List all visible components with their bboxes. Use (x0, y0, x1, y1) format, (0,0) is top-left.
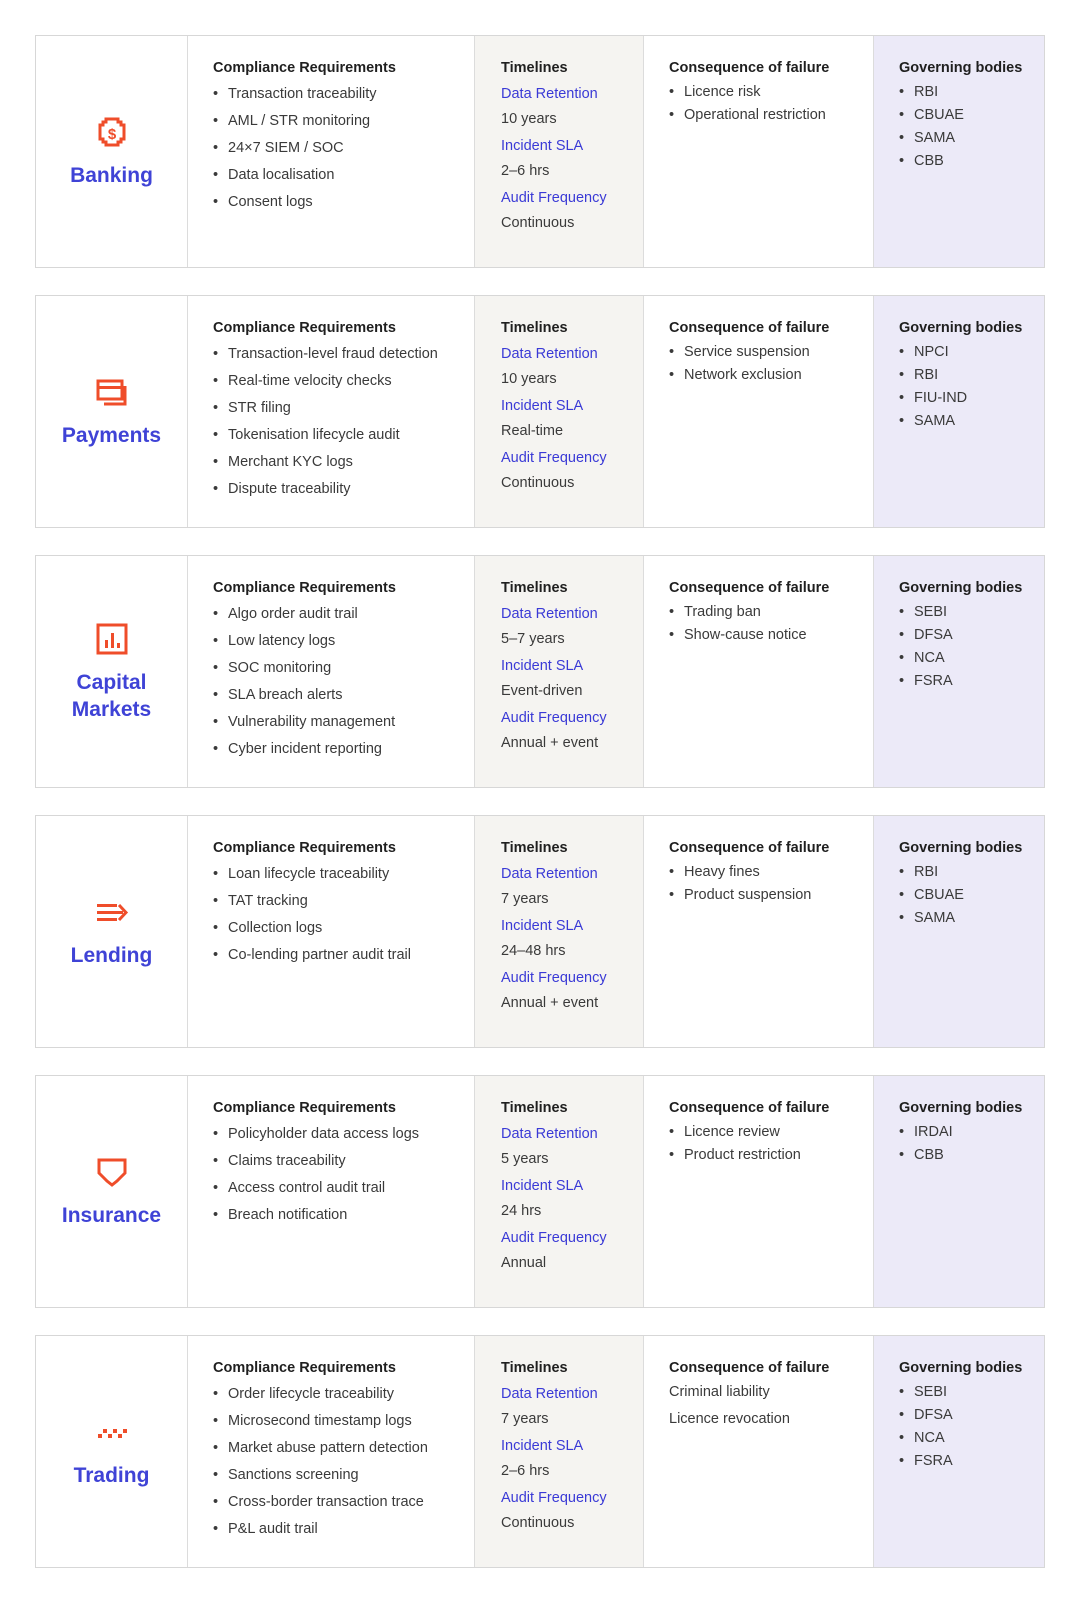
timelines-cell (475, 556, 644, 787)
requirements-list (213, 1385, 474, 1538)
sector-name: Capital Markets (71, 670, 152, 721)
incident-sla-value: 2–6 hrs (501, 163, 550, 179)
data-retention-value: 7 years (501, 1411, 549, 1427)
data-retention-label: Data Retention (501, 606, 598, 622)
governing-body-item: • DFSA (899, 626, 1044, 644)
timelines-heading: Timelines (501, 580, 568, 596)
governing-bodies-list (899, 863, 1044, 927)
requirement-item: • Dispute traceability (213, 480, 474, 498)
governing-body-item: • CBUAE (899, 886, 1044, 904)
requirements-heading: Compliance Requirements (213, 1100, 396, 1116)
requirement-item: • Loan lifecycle traceability (213, 865, 474, 883)
requirements-cell (188, 816, 475, 1047)
requirements-heading: Compliance Requirements (213, 60, 396, 76)
sector-cell (36, 36, 188, 267)
governing-bodies-cell (874, 1336, 1044, 1567)
requirement-item: • Claims traceability (213, 1152, 474, 1170)
timelines-cell (475, 1336, 644, 1567)
requirement-item: • Cyber incident reporting (213, 740, 474, 758)
sector-card-trading (35, 1335, 1045, 1568)
sector-name: Insurance (61, 1204, 162, 1227)
governing-bodies-heading: Governing bodies (899, 1360, 1023, 1376)
incident-sla-label: Incident SLA (501, 918, 584, 934)
timelines-heading: Timelines (501, 840, 568, 856)
governing-body-item: • RBI (899, 83, 1044, 101)
requirement-item: • Breach notification (213, 1206, 474, 1224)
requirement-item: • Data localisation (213, 166, 474, 184)
data-retention-value: 7 years (501, 891, 549, 907)
audit-frequency-label: Audit Frequency (501, 1490, 607, 1506)
requirement-item: • AML / STR monitoring (213, 112, 474, 130)
governing-body-item: • SAMA (899, 129, 1044, 147)
requirements-list (213, 1125, 474, 1224)
governing-body-item: • SEBI (899, 1383, 1044, 1401)
consequence-list (669, 863, 873, 904)
requirement-item: • Microsecond timestamp logs (213, 1412, 474, 1430)
requirement-item: • P&L audit trail (213, 1520, 474, 1538)
incident-sla-value: 24 hrs (501, 1203, 542, 1219)
governing-body-item: • CBB (899, 1146, 1044, 1164)
requirement-item: • Policyholder data access logs (213, 1125, 474, 1143)
requirement-item: • Sanctions screening (213, 1466, 474, 1484)
consequence-item: • Show-cause notice (669, 626, 873, 644)
sector-name: Banking (70, 164, 153, 187)
consequence-heading: Consequence of failure (669, 580, 830, 596)
requirement-item: • Order lifecycle traceability (213, 1385, 474, 1403)
governing-bodies-cell (874, 1076, 1044, 1307)
governing-body-item: • IRDAI (899, 1123, 1044, 1141)
consequence-cell (644, 556, 874, 787)
sector-card-banking (35, 35, 1045, 268)
timelines-cell (475, 36, 644, 267)
requirements-cell (188, 36, 475, 267)
requirement-item: • Consent logs (213, 193, 474, 211)
requirement-item: • Co-lending partner audit trail (213, 946, 474, 964)
svg-text:$: $ (107, 126, 116, 143)
requirement-item: • Market abuse pattern detection (213, 1439, 474, 1457)
sector-name: Lending (70, 944, 153, 967)
data-retention-label: Data Retention (501, 346, 598, 362)
requirement-item: • 24×7 SIEM / SOC (213, 139, 474, 157)
governing-bodies-list (899, 343, 1044, 430)
consequence-cell (644, 1076, 874, 1307)
requirements-list (213, 605, 474, 758)
governing-body-item: • RBI (899, 366, 1044, 384)
consequence-heading: Consequence of failure (669, 320, 830, 336)
consequence-cell (644, 1336, 874, 1567)
data-retention-label: Data Retention (501, 866, 598, 882)
sector-name: Trading (73, 1464, 150, 1487)
requirements-list (213, 865, 474, 964)
consequence-item: • Product restriction (669, 1146, 873, 1164)
incident-sla-label: Incident SLA (501, 1178, 584, 1194)
governing-body-item: • NCA (899, 1429, 1044, 1447)
incident-sla-value: 24–48 hrs (501, 943, 566, 959)
governing-bodies-heading: Governing bodies (899, 60, 1023, 76)
data-retention-value: 10 years (501, 371, 557, 387)
governing-bodies-list (899, 1123, 1044, 1164)
consequence-item: • Licence risk (669, 83, 873, 101)
sector-card-insurance (35, 1075, 1045, 1308)
consequence-item: Criminal liability (669, 1384, 770, 1400)
governing-body-item: • NPCI (899, 343, 1044, 361)
sector-cell (36, 1336, 188, 1567)
data-retention-value: 5 years (501, 1151, 549, 1167)
audit-frequency-value: Annual + event (501, 995, 599, 1011)
governing-body-item: • CBB (899, 152, 1044, 170)
audit-frequency-value: Continuous (501, 475, 575, 491)
incident-sla-label: Incident SLA (501, 138, 584, 154)
requirements-list (213, 345, 474, 498)
requirement-item: • Vulnerability management (213, 713, 474, 731)
consequence-item: • Network exclusion (669, 366, 873, 384)
requirements-heading: Compliance Requirements (213, 320, 396, 336)
incident-sla-value: 2–6 hrs (501, 1463, 550, 1479)
incident-sla-value: Event-driven (501, 683, 583, 699)
incident-sla-label: Incident SLA (501, 1438, 584, 1454)
timelines-heading: Timelines (501, 1100, 568, 1116)
requirement-item: • STR filing (213, 399, 474, 417)
zigzag-line-icon (94, 1414, 130, 1450)
requirements-heading: Compliance Requirements (213, 580, 396, 596)
timelines-heading: Timelines (501, 1360, 568, 1376)
requirement-item: • Algo order audit trail (213, 605, 474, 623)
consequence-heading: Consequence of failure (669, 1360, 830, 1376)
governing-bodies-cell (874, 816, 1044, 1047)
audit-frequency-label: Audit Frequency (501, 1230, 607, 1246)
sector-cell (36, 816, 188, 1047)
requirements-cell (188, 1076, 475, 1307)
governing-bodies-list (899, 83, 1044, 170)
consequence-item: • Service suspension (669, 343, 873, 361)
requirement-item: • Collection logs (213, 919, 474, 937)
timelines-cell (475, 1076, 644, 1307)
audit-frequency-label: Audit Frequency (501, 970, 607, 986)
dollar-coin-icon (94, 114, 130, 150)
consequence-list (669, 603, 873, 644)
requirements-cell (188, 1336, 475, 1567)
sector-card-capital-markets (35, 555, 1045, 788)
consequence-list (669, 343, 873, 384)
audit-frequency-value: Continuous (501, 215, 575, 231)
bar-chart-icon (94, 621, 130, 657)
requirements-heading: Compliance Requirements (213, 1360, 396, 1376)
audit-frequency-label: Audit Frequency (501, 450, 607, 466)
governing-body-item: • DFSA (899, 1406, 1044, 1424)
consequence-list (669, 1123, 873, 1164)
sector-card-lending (35, 815, 1045, 1048)
audit-frequency-value: Continuous (501, 1515, 575, 1531)
governing-body-item: • NCA (899, 649, 1044, 667)
data-retention-value: 10 years (501, 111, 557, 127)
requirements-cell (188, 296, 475, 527)
consequence-heading: Consequence of failure (669, 840, 830, 856)
consequence-item: • Licence review (669, 1123, 873, 1141)
consequence-item: • Operational restriction (669, 106, 873, 124)
consequence-cell (644, 296, 874, 527)
consequence-cell (644, 36, 874, 267)
sector-cell (36, 296, 188, 527)
requirement-item: • Cross-border transaction trace (213, 1493, 474, 1511)
data-retention-label: Data Retention (501, 1386, 598, 1402)
timelines-cell (475, 816, 644, 1047)
governing-body-item: • SAMA (899, 909, 1044, 927)
consequence-heading: Consequence of failure (669, 60, 830, 76)
sector-cell (36, 1076, 188, 1307)
governing-body-item: • CBUAE (899, 106, 1044, 124)
requirement-item: • SOC monitoring (213, 659, 474, 677)
audit-frequency-value: Annual + event (501, 735, 599, 751)
governing-bodies-cell (874, 556, 1044, 787)
governing-bodies-list (899, 1383, 1044, 1470)
consequence-cell (644, 816, 874, 1047)
incident-sla-value: Real-time (501, 423, 564, 439)
consequence-item: • Heavy fines (669, 863, 873, 881)
requirement-item: • Low latency logs (213, 632, 474, 650)
requirements-list (213, 85, 474, 211)
requirements-heading: Compliance Requirements (213, 840, 396, 856)
arrow-lines-icon (94, 894, 130, 930)
timelines-cell (475, 296, 644, 527)
requirement-item: • Tokenisation lifecycle audit (213, 426, 474, 444)
governing-body-item: • SAMA (899, 412, 1044, 430)
consequence-list (669, 1383, 873, 1428)
sector-card-payments (35, 295, 1045, 528)
consequence-item: Licence revocation (669, 1411, 790, 1427)
audit-frequency-value: Annual (501, 1255, 547, 1271)
governing-bodies-list (899, 603, 1044, 690)
governing-bodies-heading: Governing bodies (899, 1100, 1023, 1116)
governing-bodies-heading: Governing bodies (899, 320, 1023, 336)
governing-bodies-heading: Governing bodies (899, 840, 1023, 856)
governing-bodies-cell (874, 36, 1044, 267)
consequence-item: • Trading ban (669, 603, 873, 621)
data-retention-label: Data Retention (501, 1126, 598, 1142)
requirement-item: • Transaction traceability (213, 85, 474, 103)
governing-body-item: • SEBI (899, 603, 1044, 621)
consequence-list (669, 83, 873, 124)
requirements-cell (188, 556, 475, 787)
incident-sla-label: Incident SLA (501, 658, 584, 674)
consequence-item: • Product suspension (669, 886, 873, 904)
card-stack-icon (94, 374, 130, 410)
timelines-heading: Timelines (501, 320, 568, 336)
audit-frequency-label: Audit Frequency (501, 710, 607, 726)
governing-bodies-heading: Governing bodies (899, 580, 1023, 596)
governing-body-item: • RBI (899, 863, 1044, 881)
governing-body-item: • FSRA (899, 1452, 1044, 1470)
data-retention-value: 5–7 years (501, 631, 565, 647)
audit-frequency-label: Audit Frequency (501, 190, 607, 206)
governing-body-item: • FSRA (899, 672, 1044, 690)
shield-icon (94, 1154, 130, 1190)
requirement-item: • TAT tracking (213, 892, 474, 910)
requirement-item: • Access control audit trail (213, 1179, 474, 1197)
data-retention-label: Data Retention (501, 86, 598, 102)
governing-body-item: • FIU-IND (899, 389, 1044, 407)
requirement-item: • SLA breach alerts (213, 686, 474, 704)
requirement-item: • Real-time velocity checks (213, 372, 474, 390)
incident-sla-label: Incident SLA (501, 398, 584, 414)
governing-bodies-cell (874, 296, 1044, 527)
sector-compliance-list (35, 35, 1045, 1595)
consequence-heading: Consequence of failure (669, 1100, 830, 1116)
requirement-item: • Transaction-level fraud detection (213, 345, 474, 363)
timelines-heading: Timelines (501, 60, 568, 76)
requirement-item: • Merchant KYC logs (213, 453, 474, 471)
sector-name: Payments (61, 424, 162, 447)
sector-cell (36, 556, 188, 787)
